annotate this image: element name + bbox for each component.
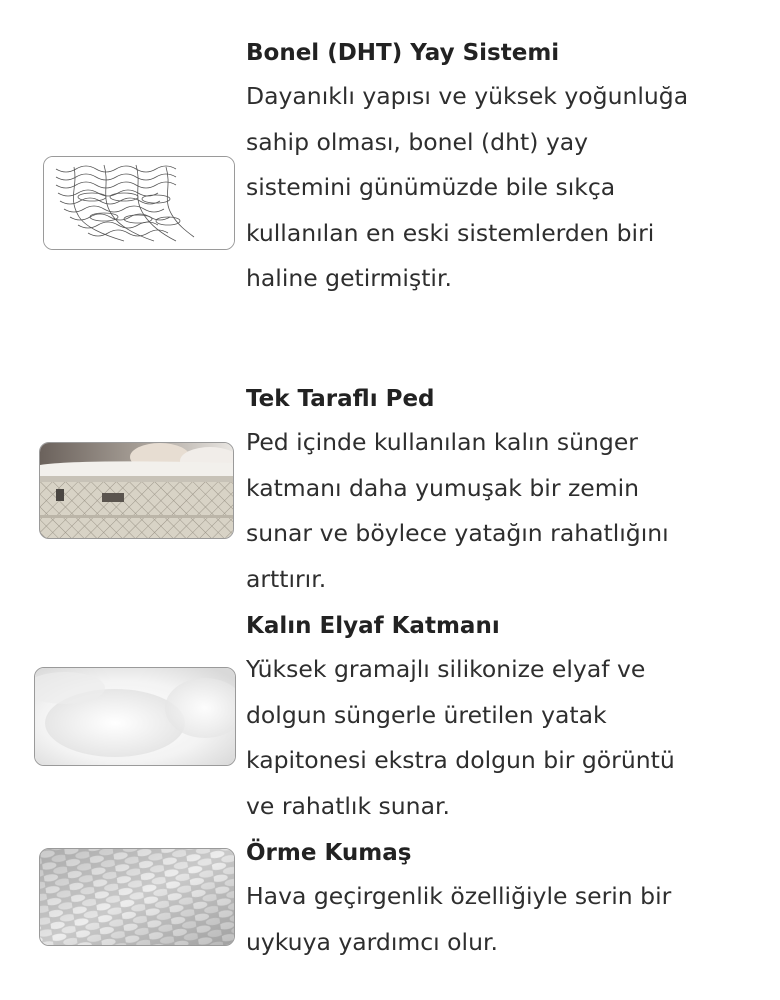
feature-text (246, 384, 766, 602)
mattress-pillow-top-image (39, 442, 234, 539)
feature-text (246, 38, 766, 302)
feature-title: Örme Kumaş (246, 840, 412, 866)
feature-description: Yüksek gramajlı silikonize elyaf ve dolgun süngerle üretilen yatak kapitonesi ekstra dolgun bir görüntü ve rahatlık sunar. (246, 655, 675, 820)
feature-title: Kalın Elyaf Katmanı (246, 613, 500, 639)
feature-text (246, 611, 766, 829)
feature-description: Hava geçirgenlik özelliğiyle serin bir uykuya yardımcı olur. (246, 882, 672, 956)
feature-description: Dayanıklı yapısı ve yüksek yoğunluğa sahip olması, bonel (dht) yay sistemini günümüzde bile sıkça kullanılan en eski sistemlerden biri haline getirmiştir. (246, 82, 689, 292)
feature-title: Bonel (DHT) Yay Sistemi (246, 40, 560, 66)
fiber-layer-image (34, 667, 236, 766)
feature-description: Ped içinde kullanılan kalın sünger katmanı daha yumuşak bir zemin sunar ve böylece yatağın rahatlığını arttırır. (246, 428, 669, 593)
feature-text (246, 838, 766, 965)
knitted-fabric-image (39, 848, 235, 946)
spring-coil-system-image (43, 156, 235, 250)
feature-title: Tek Taraflı Ped (246, 386, 435, 412)
